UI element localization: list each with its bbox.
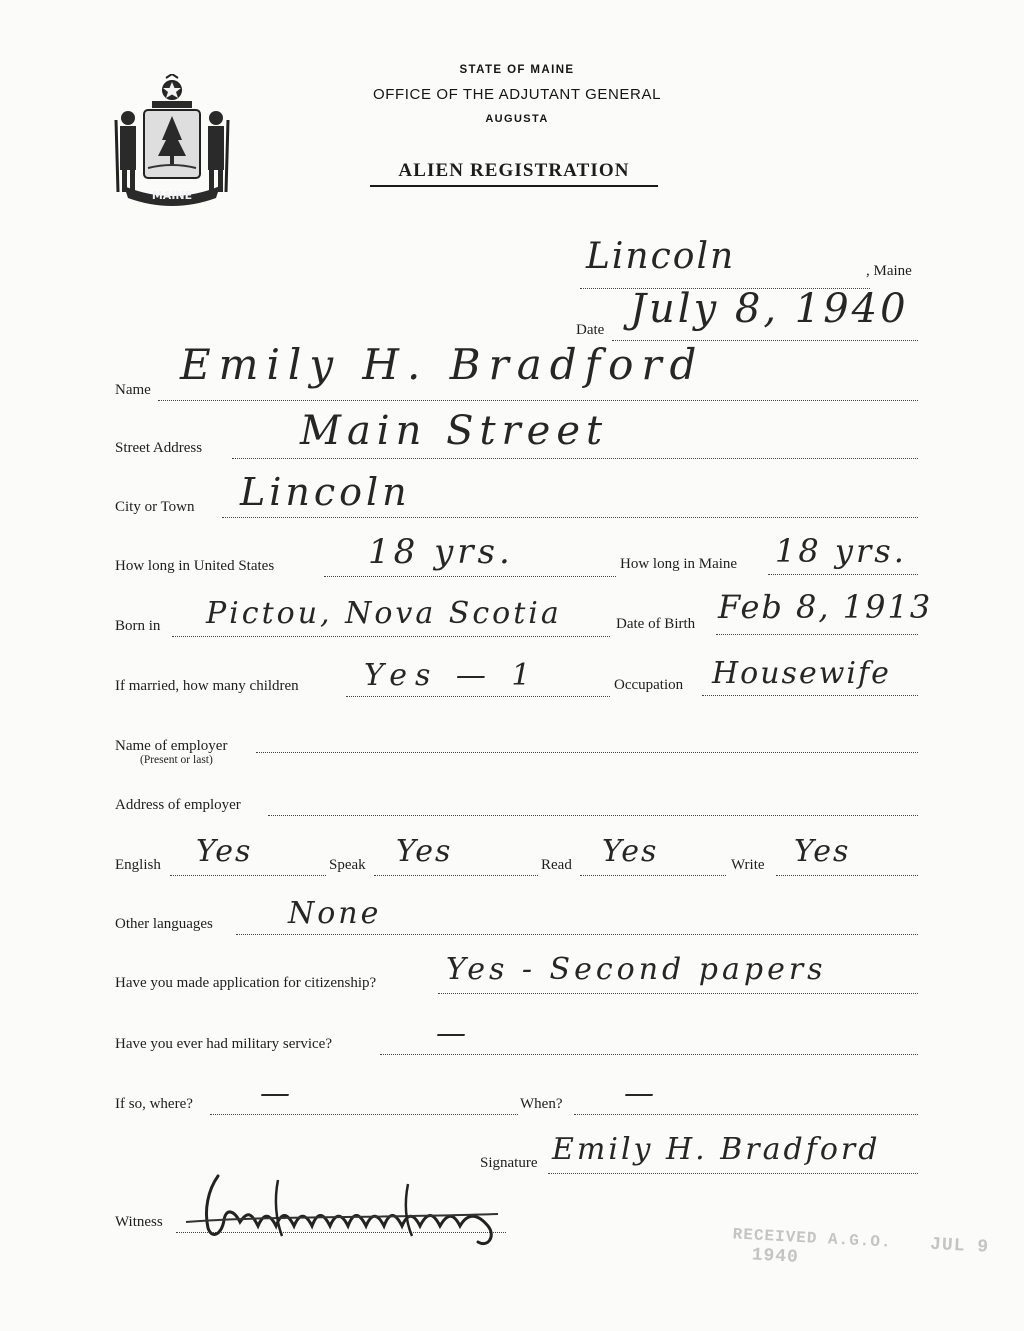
other-languages-entry: None — [288, 896, 382, 931]
received-stamp-year: 1940 — [751, 1245, 800, 1268]
employer-name-line — [256, 752, 918, 753]
where-label: If so, where? — [115, 1096, 193, 1112]
street-address-entry: Main Street — [300, 408, 609, 454]
employer-name-sublabel: (Present or last) — [140, 754, 213, 766]
citizenship-entry: Yes - Second papers — [446, 952, 827, 987]
name-line — [158, 400, 918, 401]
when-label: When? — [520, 1096, 563, 1112]
employer-name-label: Name of employer — [115, 738, 228, 754]
speak-label: Speak — [329, 857, 366, 873]
married-children-label: If married, how many children — [115, 678, 299, 694]
born-in-line — [172, 636, 610, 637]
citizenship-line — [438, 993, 918, 994]
other-languages-label: Other languages — [115, 916, 213, 932]
english-entry: Yes — [196, 834, 253, 869]
received-stamp-text: RECEIVED A.G.O. — [732, 1225, 893, 1252]
write-entry: Yes — [794, 834, 851, 869]
married-children-entry: Yes — 1 — [364, 658, 539, 693]
witness-signature — [178, 1170, 518, 1250]
speak-entry: Yes — [396, 834, 453, 869]
how-long-us-entry: 18 yrs. — [368, 532, 514, 572]
city-town-entry: Lincoln — [240, 470, 411, 514]
write-label: Write — [731, 857, 765, 873]
read-line — [580, 875, 726, 876]
employer-address-line — [268, 815, 918, 816]
military-service-line — [380, 1054, 918, 1055]
employer-address-label: Address of employer — [115, 797, 241, 813]
occupation-line — [702, 695, 918, 696]
citizenship-label: Have you made application for citizenship? — [115, 975, 377, 991]
seal-banner-text: MAINE — [151, 189, 193, 202]
write-line — [776, 875, 918, 876]
city-heading: AUGUSTA — [485, 113, 549, 125]
occupation-label: Occupation — [614, 677, 684, 693]
read-entry: Yes — [602, 834, 659, 869]
speak-line — [374, 875, 538, 876]
street-address-line — [232, 458, 918, 459]
how-long-us-label: How long in United States — [115, 558, 275, 574]
applicant-signature: Emily H. Bradford — [552, 1132, 881, 1167]
state-heading: STATE OF MAINE — [459, 64, 575, 76]
signature-line — [548, 1173, 918, 1174]
date-of-birth-line — [716, 634, 918, 635]
born-in-label: Born in — [115, 618, 161, 634]
city-town-line — [222, 517, 918, 518]
english-line — [170, 875, 326, 876]
when-line — [574, 1114, 918, 1115]
when-entry: — — [624, 1076, 654, 1111]
form-title: ALIEN REGISTRATION — [370, 160, 658, 187]
city-town-label: City or Town — [115, 499, 195, 515]
military-service-label: Have you ever had military service? — [115, 1036, 332, 1052]
witness-label: Witness — [115, 1214, 163, 1230]
how-long-us-line — [324, 576, 616, 577]
signature-label: Signature — [480, 1155, 538, 1171]
street-address-label: Street Address — [115, 440, 203, 456]
how-long-maine-line — [768, 574, 918, 575]
other-languages-line — [236, 934, 918, 935]
english-label: English — [115, 857, 161, 873]
date-of-birth-entry: Feb 8, 1913 — [718, 588, 933, 626]
how-long-maine-label: How long in Maine — [620, 556, 738, 572]
date-entry: July 8, 1940 — [630, 286, 909, 332]
town-entry: Lincoln — [586, 236, 736, 277]
date-of-birth-label: Date of Birth — [616, 616, 696, 632]
married-children-line — [346, 696, 610, 697]
military-service-entry: — — [436, 1016, 466, 1051]
read-label: Read — [541, 857, 572, 873]
where-entry: — — [260, 1076, 290, 1111]
received-stamp-date: JUL 9 — [929, 1234, 990, 1258]
how-long-maine-entry: 18 yrs. — [775, 532, 907, 570]
occupation-entry: Housewife — [712, 656, 891, 691]
received-stamp — [731, 1224, 1024, 1279]
name-entry: Emily H. Bradford — [180, 340, 705, 389]
maine-suffix: , Maine — [866, 263, 912, 279]
date-label: Date — [576, 322, 605, 338]
office-heading: OFFICE OF THE ADJUTANT GENERAL — [372, 86, 662, 103]
name-label: Name — [115, 382, 151, 398]
where-line — [210, 1114, 518, 1115]
born-in-entry: Pictou, Nova Scotia — [206, 596, 562, 631]
